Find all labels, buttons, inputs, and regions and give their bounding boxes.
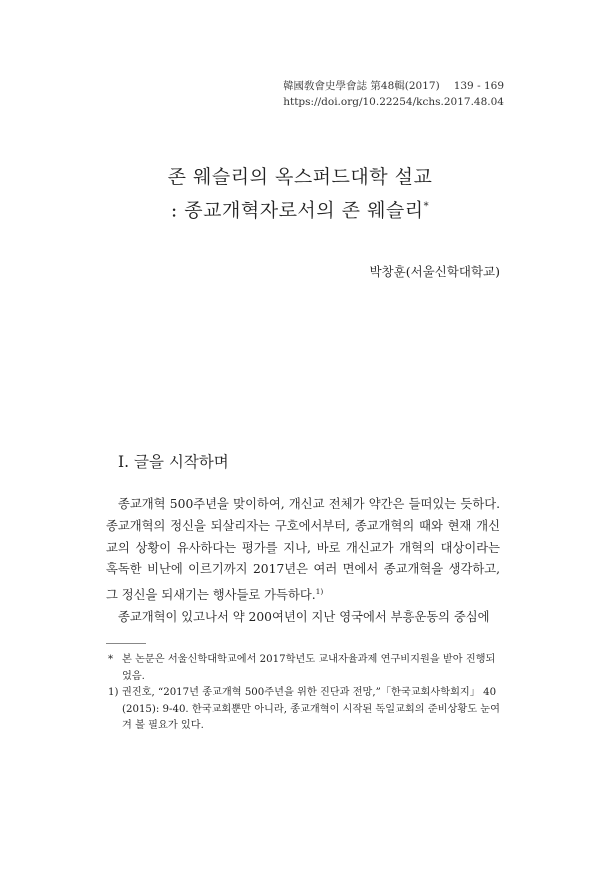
title-line-1: 존 웨슬리의 옥스퍼드대학 설교 bbox=[167, 166, 433, 188]
footnotes bbox=[106, 652, 502, 735]
subtitle: : 종교개혁자로서의 존 웨슬리 bbox=[170, 199, 424, 222]
footnote-mark: 1) bbox=[108, 687, 119, 698]
section-heading: I. 글을 시작하며 bbox=[118, 453, 229, 471]
article-title bbox=[0, 162, 600, 225]
footnote-text: 본 논문은 서울신학대학교에서 2017학년도 교내자율과제 연구비지원을 받아 진행되었음. bbox=[122, 654, 496, 682]
doi-link[interactable]: https://doi.org/10.22254/kchs.2017.48.04 bbox=[283, 96, 504, 108]
paragraph-2: 종교개혁이 있고나서 약 200여년이 지난 영국에서 부흥운동의 중심에 bbox=[118, 610, 490, 625]
paragraph-1 bbox=[106, 494, 500, 607]
page-range: 139 - 169 bbox=[453, 80, 504, 92]
footnote-text: 권진호, “2017년 종교개혁 500주년을 위한 진단과 전망,”「한국교회사학회지」 40 (2015): 9-40. 한국교회뿐만 아니라, 종교개혁이 시작된 독일교회의 준비상황도 눈여겨 볼 필요가 있다. bbox=[122, 687, 500, 731]
footnote-divider bbox=[106, 643, 146, 644]
title-line-2 bbox=[0, 192, 600, 225]
footnote-mark: * bbox=[108, 654, 114, 665]
paragraph-1-text: 종교개혁 500주년을 맞이하여, 개신교 전체가 약간은 들떠있는 듯하다. 종교개혁의 정신을 되살리자는 구호에서부터, 종교개혁의 때와 현재 개신교의 상황이 유사하다는 평가를 지나, 바로 개신교가 개혁의 대상이라는 혹독한 비난에 이르기까지 2017년은 여러 면에서 종교개혁을 생각하고, 그 정신을 되새기는 행사들로 가득하다. bbox=[106, 497, 500, 603]
journal-name: 韓國敎會史學會誌 第48輯(2017) bbox=[283, 80, 440, 92]
body-text bbox=[106, 494, 500, 629]
title-footnote-mark[interactable]: * bbox=[423, 201, 430, 212]
footnote-ref-1[interactable]: 1) bbox=[315, 587, 324, 597]
footnote-star bbox=[106, 652, 502, 685]
footnote-1 bbox=[106, 685, 502, 735]
author-affiliation: 박창훈(서울신학대학교) bbox=[369, 264, 500, 279]
journal-meta bbox=[269, 78, 504, 94]
running-header bbox=[269, 78, 504, 110]
